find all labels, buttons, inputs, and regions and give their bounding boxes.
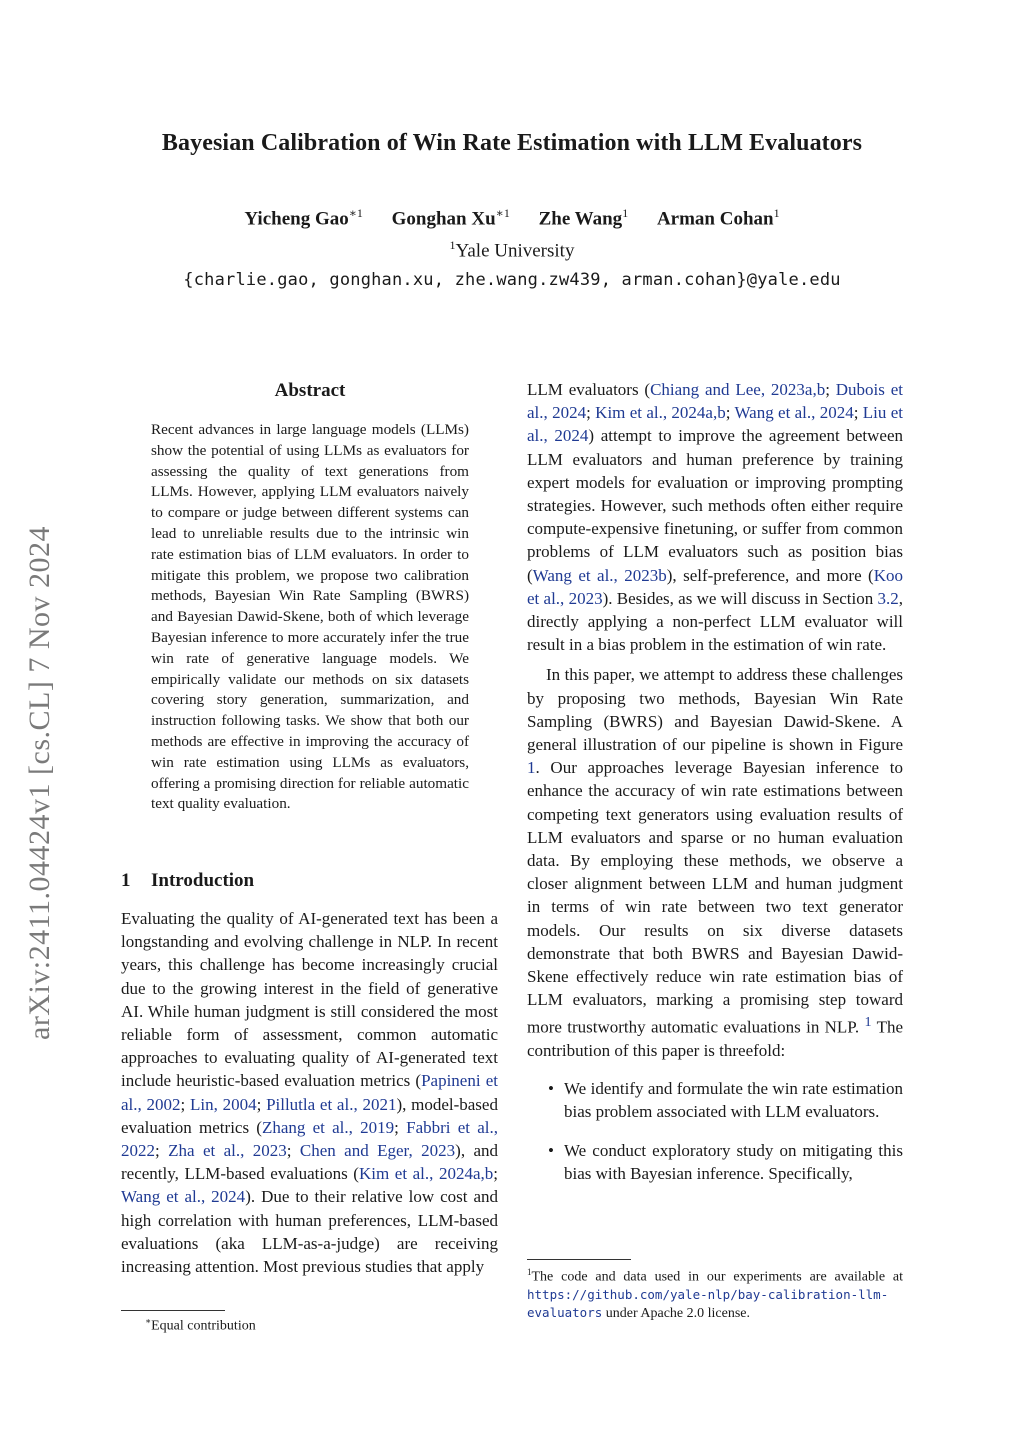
citation-link[interactable]: Fabbri et al., 2022 bbox=[121, 1117, 498, 1161]
abstract-heading: Abstract bbox=[274, 380, 346, 401]
intro-left-column: Evaluating the quality of AI-generated text has been a longstanding and evolving challenge in NLP. In recent years, this challenge has become increasingly crucial due to the growing interest in the field of generative AI. While human judgment is still considered the most reliable form of assessment, common automatic approaches to evaluating quality of AI-generated text include heuristic-based evaluation metrics (Papineni et al., 2002; Lin, 2004; Pillutla et al., 2021), model-based evaluation metrics (Zhang et al., 2019; Fabbri et al., 2022; Zha et al., 2023; Chen and Eger, 2023), and recently, LLM-based evaluations (Kim et al., 2024a,b; Wang et al., 2024). Due to their relative low cost and high correlation with human preferences, LLM-based evaluations (aka LLM-as-a-judge) are receiving increasing attention. Most previous studies that apply bbox=[121, 909, 499, 1277]
footnote-equal-contribution: ∗Equal contribution bbox=[145, 1316, 256, 1334]
footnote-rule bbox=[527, 1259, 631, 1260]
citation-link[interactable]: 1 bbox=[527, 758, 536, 778]
citation-link[interactable]: Chen and Eger, 2023 bbox=[299, 1141, 456, 1161]
author: Arman Cohan$^1$ bbox=[656, 206, 780, 230]
affiliation: $^1$Yale University bbox=[449, 238, 575, 262]
citation-link[interactable]: Kim et al., 2024a,b bbox=[595, 403, 726, 423]
author-emails: {charlie.gao, gonghan.xu, zhe.wang.zw439, arman.cohan}@yale.edu bbox=[183, 270, 841, 290]
citation-link[interactable]: Kim et al., 2024a,b bbox=[358, 1164, 494, 1184]
citation-link[interactable]: Wang et al., 2023b bbox=[532, 565, 667, 585]
footnote-code-availability: $^1$The code and data used in our experiments are available at https://github.com/yale-nlp/bay-calibration-llm-evaluators under Apache 2.0 license. bbox=[527, 1267, 903, 1321]
author: Yicheng Gao$^{∗1}$ bbox=[244, 206, 363, 230]
section-heading: 1 Introduction bbox=[121, 870, 255, 891]
citation-link[interactable]: Liu et al., 2024 bbox=[527, 403, 903, 446]
citation-link[interactable]: Koo et al., 2023 bbox=[527, 565, 903, 608]
citation-link[interactable]: Dubois et al., 2024 bbox=[527, 380, 903, 423]
author-list bbox=[0, 206, 1024, 230]
citation-link[interactable]: Chiang and Lee, 2023a,b bbox=[650, 380, 826, 399]
paragraph: In this paper, we attempt to address these challenges by proposing two methods, Bayesian Win Rate Sampling (BWRS) and Bayesian Dawid-Skene. A general illustration of our pipeline is shown in Figure 1. Our approaches leverage Bayesian inference to enhance the accuracy of win rate estimations between competing text generators using evaluation results of LLM evaluators and sparse or no human evaluation data. By employing these methods, we observe a closer alignment between LLM and human judgment in terms of win rate between two text generator models. Our results on six diverse datasets demonstrate that both BWRS and Bayesian Dawid-Skene effectively reduce win rate estimation bias of LLM evaluators, marking a promising step toward more trustworthy automatic evaluations in NLP. $^1$ The contribution of this paper is threefold: bbox=[527, 665, 904, 1061]
paper-title: Bayesian Calibration of Win Rate Estimation with LLM Evaluators bbox=[161, 130, 863, 156]
citation-link[interactable]: Lin, 2004 bbox=[189, 1094, 257, 1114]
author: Gonghan $Xu^{∗1}$ bbox=[391, 206, 510, 230]
intro-right-column bbox=[527, 378, 903, 1201]
citation-link[interactable]: Wang et al., 2024 bbox=[121, 1187, 246, 1207]
contribution-list bbox=[527, 1077, 903, 1186]
abstract-text: Recent advances in large language models (LLMs) show the potential of using LLMs as evaluators for assessing the quality of text generations from LLMs. However, applying LLM evaluators naively to compare or judge between different systems can lead to unreliable results due to the intrinsic win rate estimation bias of LLM evaluators. In order to mitigate this problem, we propose two calibration methods, Bayesian Win Rate Sampling (BWRS) and Bayesian Dawid-Skene, both of which leverage Bayesian inference to more accurately infer the true win rate of generative language models. We empirically validate our methods on six datasets covering story generation, summarization, and instruction following tasks. We show that both our methods are effective in improving the accuracy of win rate estimation using LLMs as evaluators, offering a promising direction for reliable automatic text quality evaluation. bbox=[151, 421, 469, 813]
list-item: • We conduct exploratory study on mitigating this bias with Bayesian inference. Specifically, bbox=[527, 1139, 903, 1185]
citation-link[interactable]: Zha et al., 2023 bbox=[168, 1141, 287, 1161]
arxiv-side-stamp: arXiv:2411.04424v1 [cs.CL] 7 Nov 2024 bbox=[23, 526, 56, 1040]
list-item: • We identify and formulate the win rate estimation bias problem associated with LLM evaluators. bbox=[527, 1077, 903, 1123]
citation-link[interactable]: Zhang et al., 2019 bbox=[261, 1117, 395, 1137]
citation-link[interactable]: Papineni et al., 2002 bbox=[121, 1071, 498, 1114]
citation-link[interactable]: Pillutla et al., 2021 bbox=[266, 1094, 397, 1114]
citation-link[interactable]: 3.2 bbox=[877, 588, 899, 608]
footnote-rule bbox=[121, 1310, 225, 1311]
github-link[interactable]: https://github.com/yale-nlp/bay-calibration-llm-evaluators bbox=[527, 1286, 889, 1320]
footnote-marker[interactable]: 1 bbox=[864, 1014, 872, 1031]
author: Zhe Wang$^1$ bbox=[538, 206, 629, 230]
citation-link[interactable]: Wang et al., 2024 bbox=[734, 403, 854, 423]
paragraph: LLM evaluators (Chiang and Lee, 2023a,b; Dubois et al., 2024; Kim et al., 2024a,b; Wang et al., 2024; Liu et al., 2024) attempt to improve the agreement between LLM evaluators and human preference by training expert models for evaluation or improving prompting strategies. However, such methods often either require compute-expensive finetuning, or suffer from common problems of LLM evaluators such as position bias (Wang et al., 2023b), self-preference, and more (Koo et al., 2023). Besides, as we will discuss in Section 3.2, directly applying a non-perfect LLM evaluator will result in a bias problem in the estimation of win rate. bbox=[527, 380, 903, 655]
